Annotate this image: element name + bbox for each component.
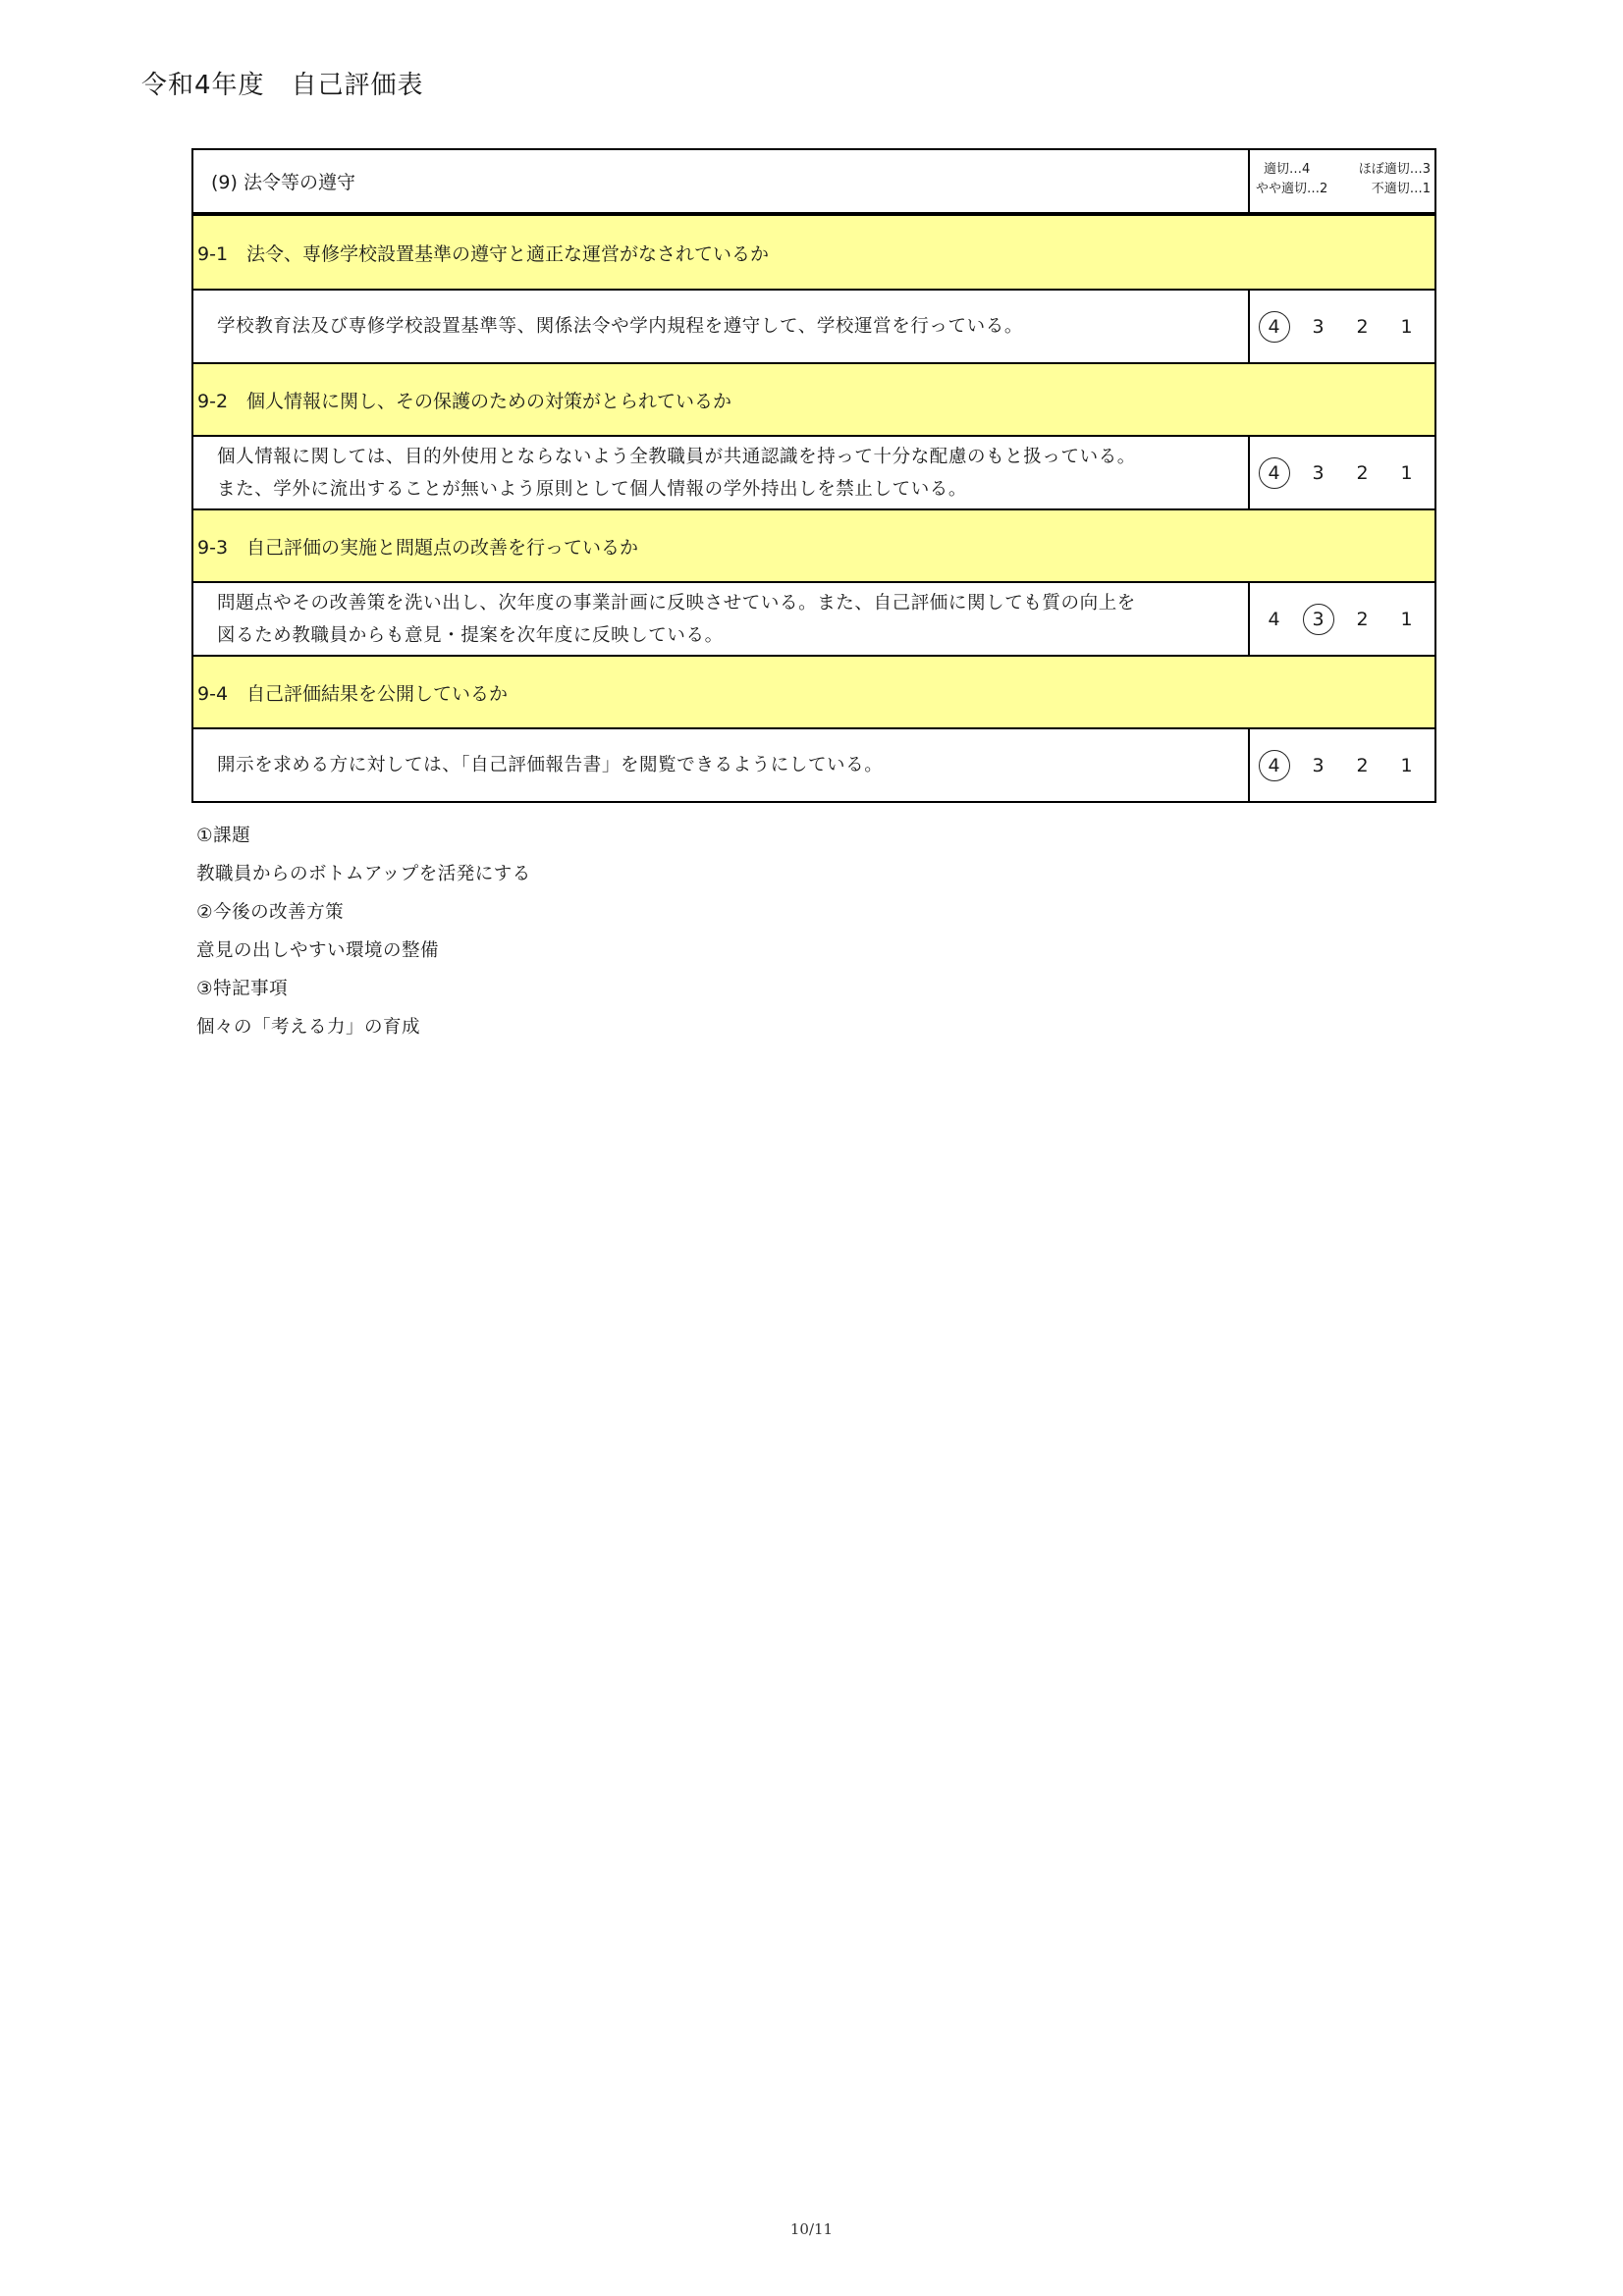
item-heading-9-1: 9-1 法令、専修学校設置基準の遵守と適正な運営がなされているか [193,216,1434,289]
score-option[interactable]: 1 [1400,315,1413,338]
special-text: 個々の「考える力」の育成 [196,1017,421,1038]
item-heading-9-2: 9-2 個人情報に関し、その保護のための対策がとられているか [193,362,1434,435]
score-option[interactable]: 1 [1400,754,1413,776]
score-option[interactable]: 4 [1268,608,1280,630]
page-number: 10/11 [789,2220,834,2238]
item-row-9-2 [193,435,1434,508]
score-option[interactable]: 2 [1356,608,1369,630]
score-options [1250,437,1434,508]
description-line: 個人情報に関しては、目的外使用とならないよう全教職員が共通認識を持って十分な配慮のもと扱っている。 [217,446,1136,467]
legend-appropriate: 適切…4 [1264,162,1311,177]
item-row-9-4 [193,727,1434,801]
item-description [193,437,1250,508]
legend-somewhat-appropriate: やや適切…2 [1256,182,1328,196]
score-option[interactable]: 3 [1312,461,1325,484]
score-option[interactable]: 1 [1400,461,1413,484]
score-option[interactable]: 3 [1312,754,1325,776]
item-description [193,583,1250,655]
score-options [1250,291,1434,362]
issue-text: 教職員からのボトムアップを活発にする [196,864,531,884]
legend-mostly-appropriate: ほぼ適切…3 [1358,162,1431,177]
item-row-9-3 [193,581,1434,655]
score-options [1250,729,1434,801]
score-legend [1250,150,1434,212]
issue-label: ①課題 [196,826,251,846]
notes-section [196,817,531,1046]
legend-inappropriate: 不適切…1 [1371,182,1431,196]
score-option[interactable]: 4 [1259,311,1290,343]
description-line: また、学外に流出することが無いよう原則として個人情報の学外持出しを禁止している。 [217,478,968,500]
section-title: (9) 法令等の遵守 [193,150,1250,212]
page-title: 令和4年度 自己評価表 [141,71,424,100]
description-line: 開示を求める方に対しては、「自己評価報告書」を閲覧できるようにしている。 [217,755,884,775]
improvement-text: 意見の出しやすい環境の整備 [196,940,440,961]
description-line: 学校教育法及び専修学校設置基準等、関係法令や学内規程を遵守して、学校運営を行っている。 [217,316,1023,337]
item-heading-9-3: 9-3 自己評価の実施と問題点の改善を行っているか [193,508,1434,581]
item-row-9-1 [193,289,1434,362]
score-options [1250,583,1434,655]
item-heading-9-4: 9-4 自己評価結果を公開しているか [193,655,1434,727]
score-option[interactable]: 4 [1259,750,1290,781]
description-line: 問題点やその改善策を洗い出し、次年度の事業計画に反映させている。また、自己評価に関しても質の向上を [217,592,1136,614]
evaluation-table [191,148,1436,803]
score-option[interactable]: 1 [1400,608,1413,630]
score-option[interactable]: 2 [1356,754,1369,776]
item-description [193,729,1250,801]
item-description [193,291,1250,362]
improvement-label: ②今後の改善方策 [196,902,345,923]
special-label: ③特記事項 [196,979,289,999]
score-option[interactable]: 3 [1312,315,1325,338]
score-option[interactable]: 2 [1356,315,1369,338]
score-option[interactable]: 3 [1303,604,1334,635]
score-option[interactable]: 2 [1356,461,1369,484]
score-option[interactable]: 4 [1259,457,1290,489]
section-header-row [193,150,1434,216]
description-line: 図るため教職員からも意見・提案を次年度に反映している。 [217,624,724,646]
